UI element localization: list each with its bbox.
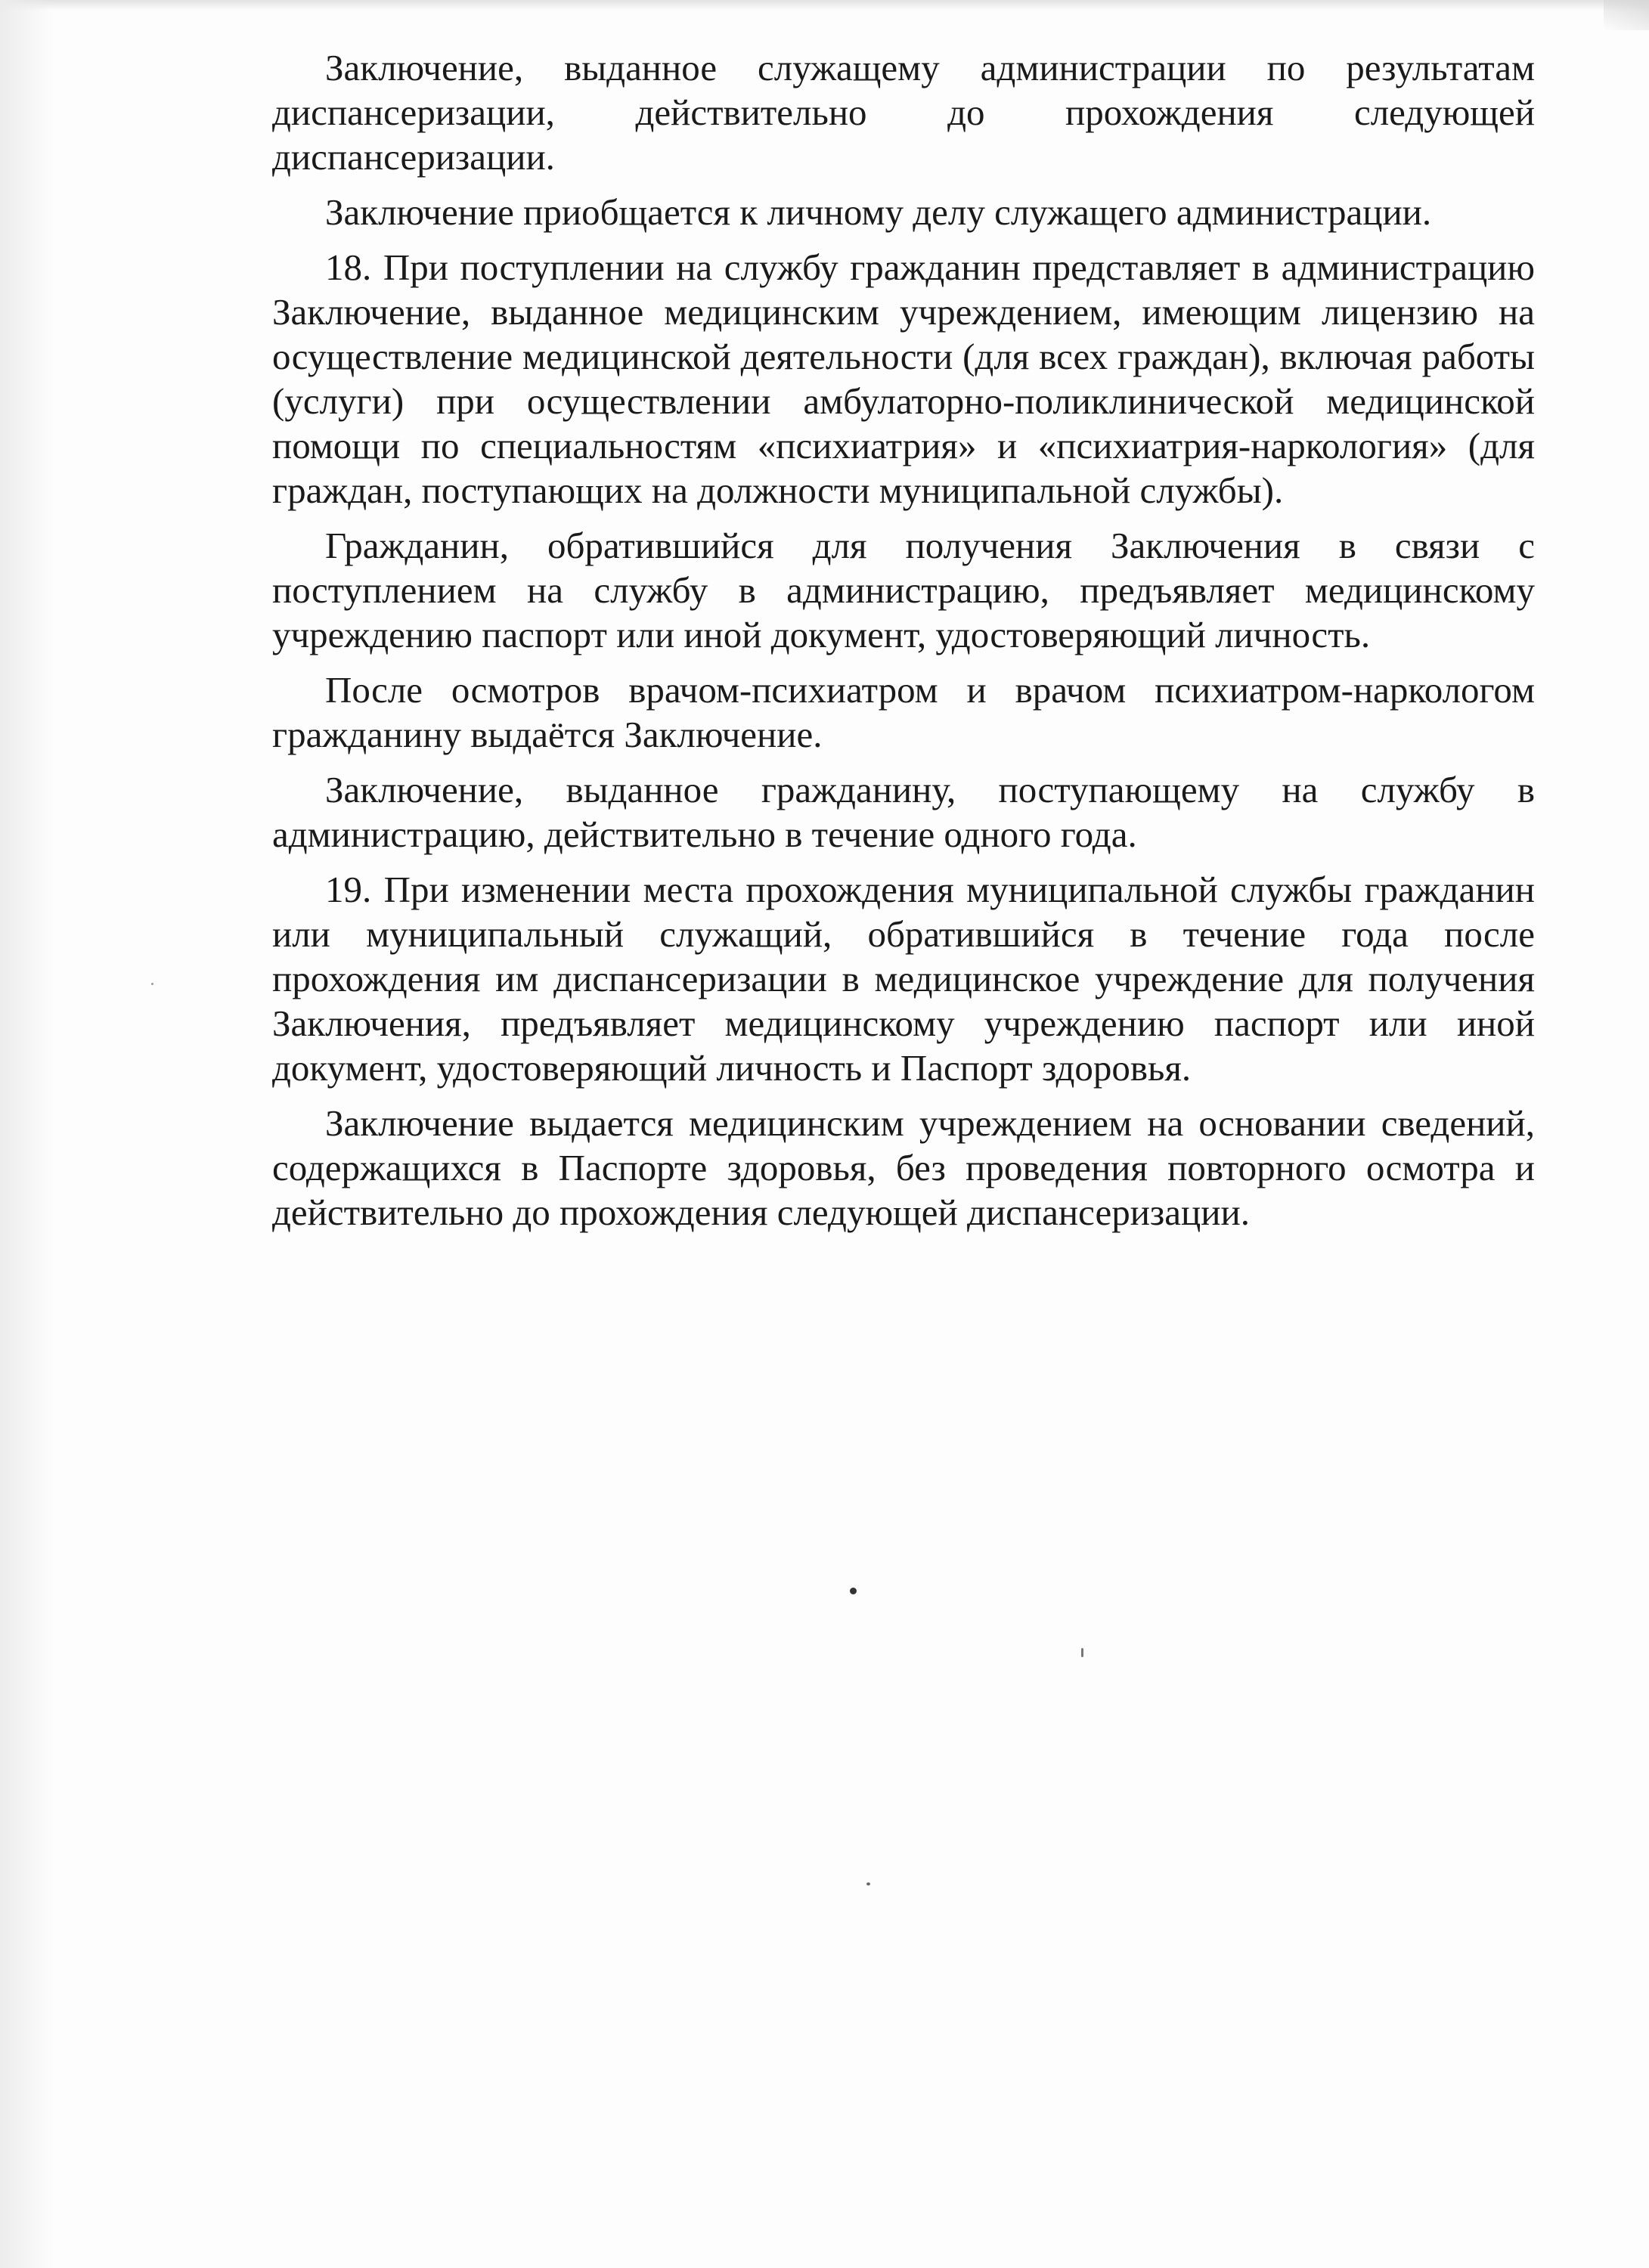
scan-speck bbox=[151, 983, 153, 985]
paragraph-conclusion-validity: Заключение, выданное служащему администрации по результатам диспансеризации, действительно до прохождения следующей диспансеризации. bbox=[272, 47, 1535, 178]
paragraph-item-18: 18. При поступлении на службу гражданин представляет в администрацию Заключение, выданное медицинским учреждением, имеющим лицензию на осуществление медицинской деятельности (для всех граждан), включая работы (услуги) при осуществлении амбулаторно-поликлинической медицинской помощи по специальностям «психиатрия» и «психиатрия-наркология» (для граждан, поступающих на должности муниципальной службы). bbox=[272, 246, 1535, 511]
scan-shadow-left bbox=[0, 0, 53, 2268]
document-body bbox=[272, 45, 1535, 1245]
scan-shadow-corner bbox=[1604, 0, 1649, 30]
scan-shadow-top bbox=[0, 0, 1649, 11]
scan-speck bbox=[866, 1882, 870, 1885]
paragraph-validity-one-year: Заключение, выданное гражданину, поступающему на службу в администрацию, действительно в течение одного года. bbox=[272, 769, 1535, 855]
scan-speck bbox=[1081, 1648, 1083, 1657]
paragraph-item-19: 19. При изменении места прохождения муниципальной службы гражданин или муниципальный служащий, обратившийся в течение года после прохождения им диспансеризации в медицинское учреждение для получения Заключения, предъявляет медицинскому учреждению паспорт или иной документ, удостоверяющий личность и Паспорт здоровья. bbox=[272, 869, 1535, 1089]
paragraph-citizen-request: Гражданин, обратившийся для получения Заключения в связи с поступлением на службу в администрацию, предъявляет медицинскому учреждению паспорт или иной документ, удостоверяющий личность. bbox=[272, 525, 1535, 655]
paragraph-conclusion-filed: Заключение приобщается к личному делу служащего администрации. bbox=[325, 191, 1432, 233]
scan-speck bbox=[850, 1588, 857, 1594]
paragraph-after-examination: После осмотров врачом-психиатром и врачом психиатром-наркологом гражданину выдаётся Заключение. bbox=[272, 669, 1535, 755]
paragraph-issued-by-institution: Заключение выдается медицинским учреждением на основании сведений, содержащихся в Паспорте здоровья, без проведения повторного осмотра и действительно до прохождения следующей диспансеризации. bbox=[272, 1102, 1535, 1233]
